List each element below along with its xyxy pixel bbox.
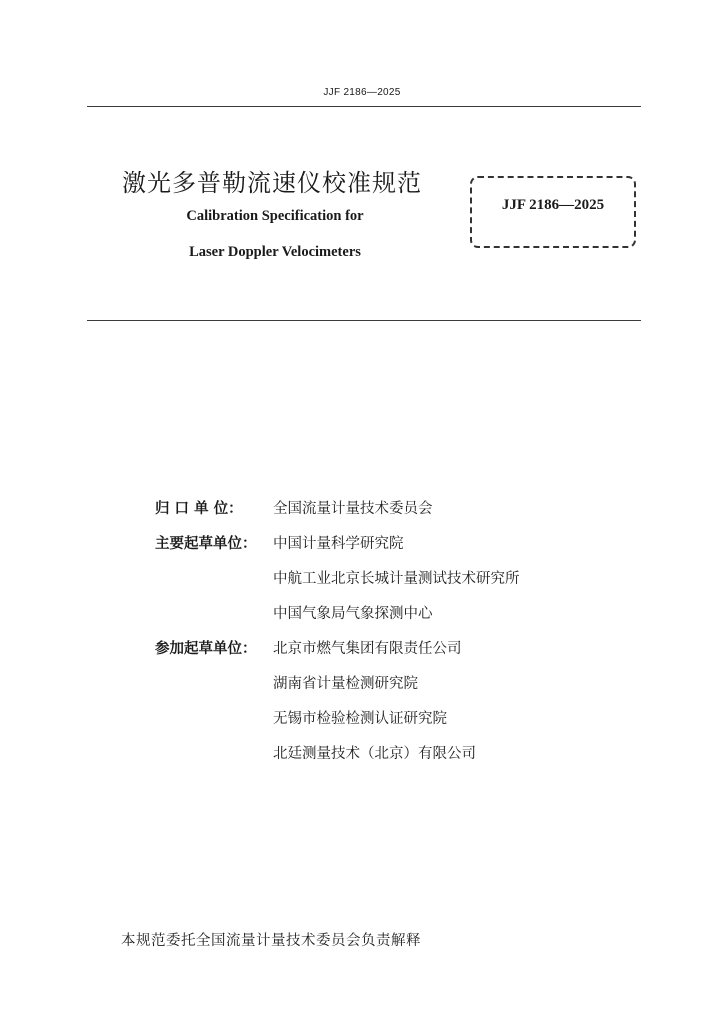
main-drafting-unit: 中国气象局气象探测中心 [273, 606, 433, 622]
responsible-unit-label: 归 口 单 位： [155, 501, 243, 517]
main-drafting-label: 主要起草单位： [155, 536, 257, 552]
responsible-unit-row [155, 497, 520, 532]
responsible-unit-value: 全国流量计量技术委员会 [273, 501, 433, 517]
participating-row [155, 637, 520, 672]
header-standard-code: JJF 2186—2025 [323, 87, 401, 98]
interpretation-note: 本规范委托全国流量计量技术委员会负责解释 [121, 933, 421, 949]
main-drafting-row [155, 602, 520, 637]
title-rule [87, 320, 641, 321]
title-english-line2: Laser Doppler Velocimeters [189, 244, 361, 260]
main-drafting-row [155, 532, 520, 567]
participating-row [155, 672, 520, 707]
standard-code-box-text: JJF 2186—2025 [501, 196, 605, 213]
main-drafting-row [155, 567, 520, 602]
standard-code-box [470, 176, 636, 248]
title-english-line1: Calibration Specification for [186, 208, 364, 224]
participating-unit: 湖南省计量检测研究院 [273, 676, 418, 692]
title-chinese: 激光多普勒流速仪校准规范 [122, 169, 422, 197]
participating-label: 参加起草单位： [155, 641, 257, 657]
participating-row [155, 707, 520, 742]
drafting-units-section [155, 497, 520, 777]
participating-unit: 无锡市检验检测认证研究院 [273, 711, 447, 727]
header-rule [87, 106, 641, 107]
participating-row [155, 742, 520, 777]
main-drafting-unit: 中国计量科学研究院 [273, 536, 404, 552]
participating-unit: 北京市燃气集团有限责任公司 [273, 641, 462, 657]
main-drafting-unit: 中航工业北京长城计量测试技术研究所 [273, 571, 520, 587]
participating-unit: 北廷测量技术（北京）有限公司 [273, 746, 476, 762]
